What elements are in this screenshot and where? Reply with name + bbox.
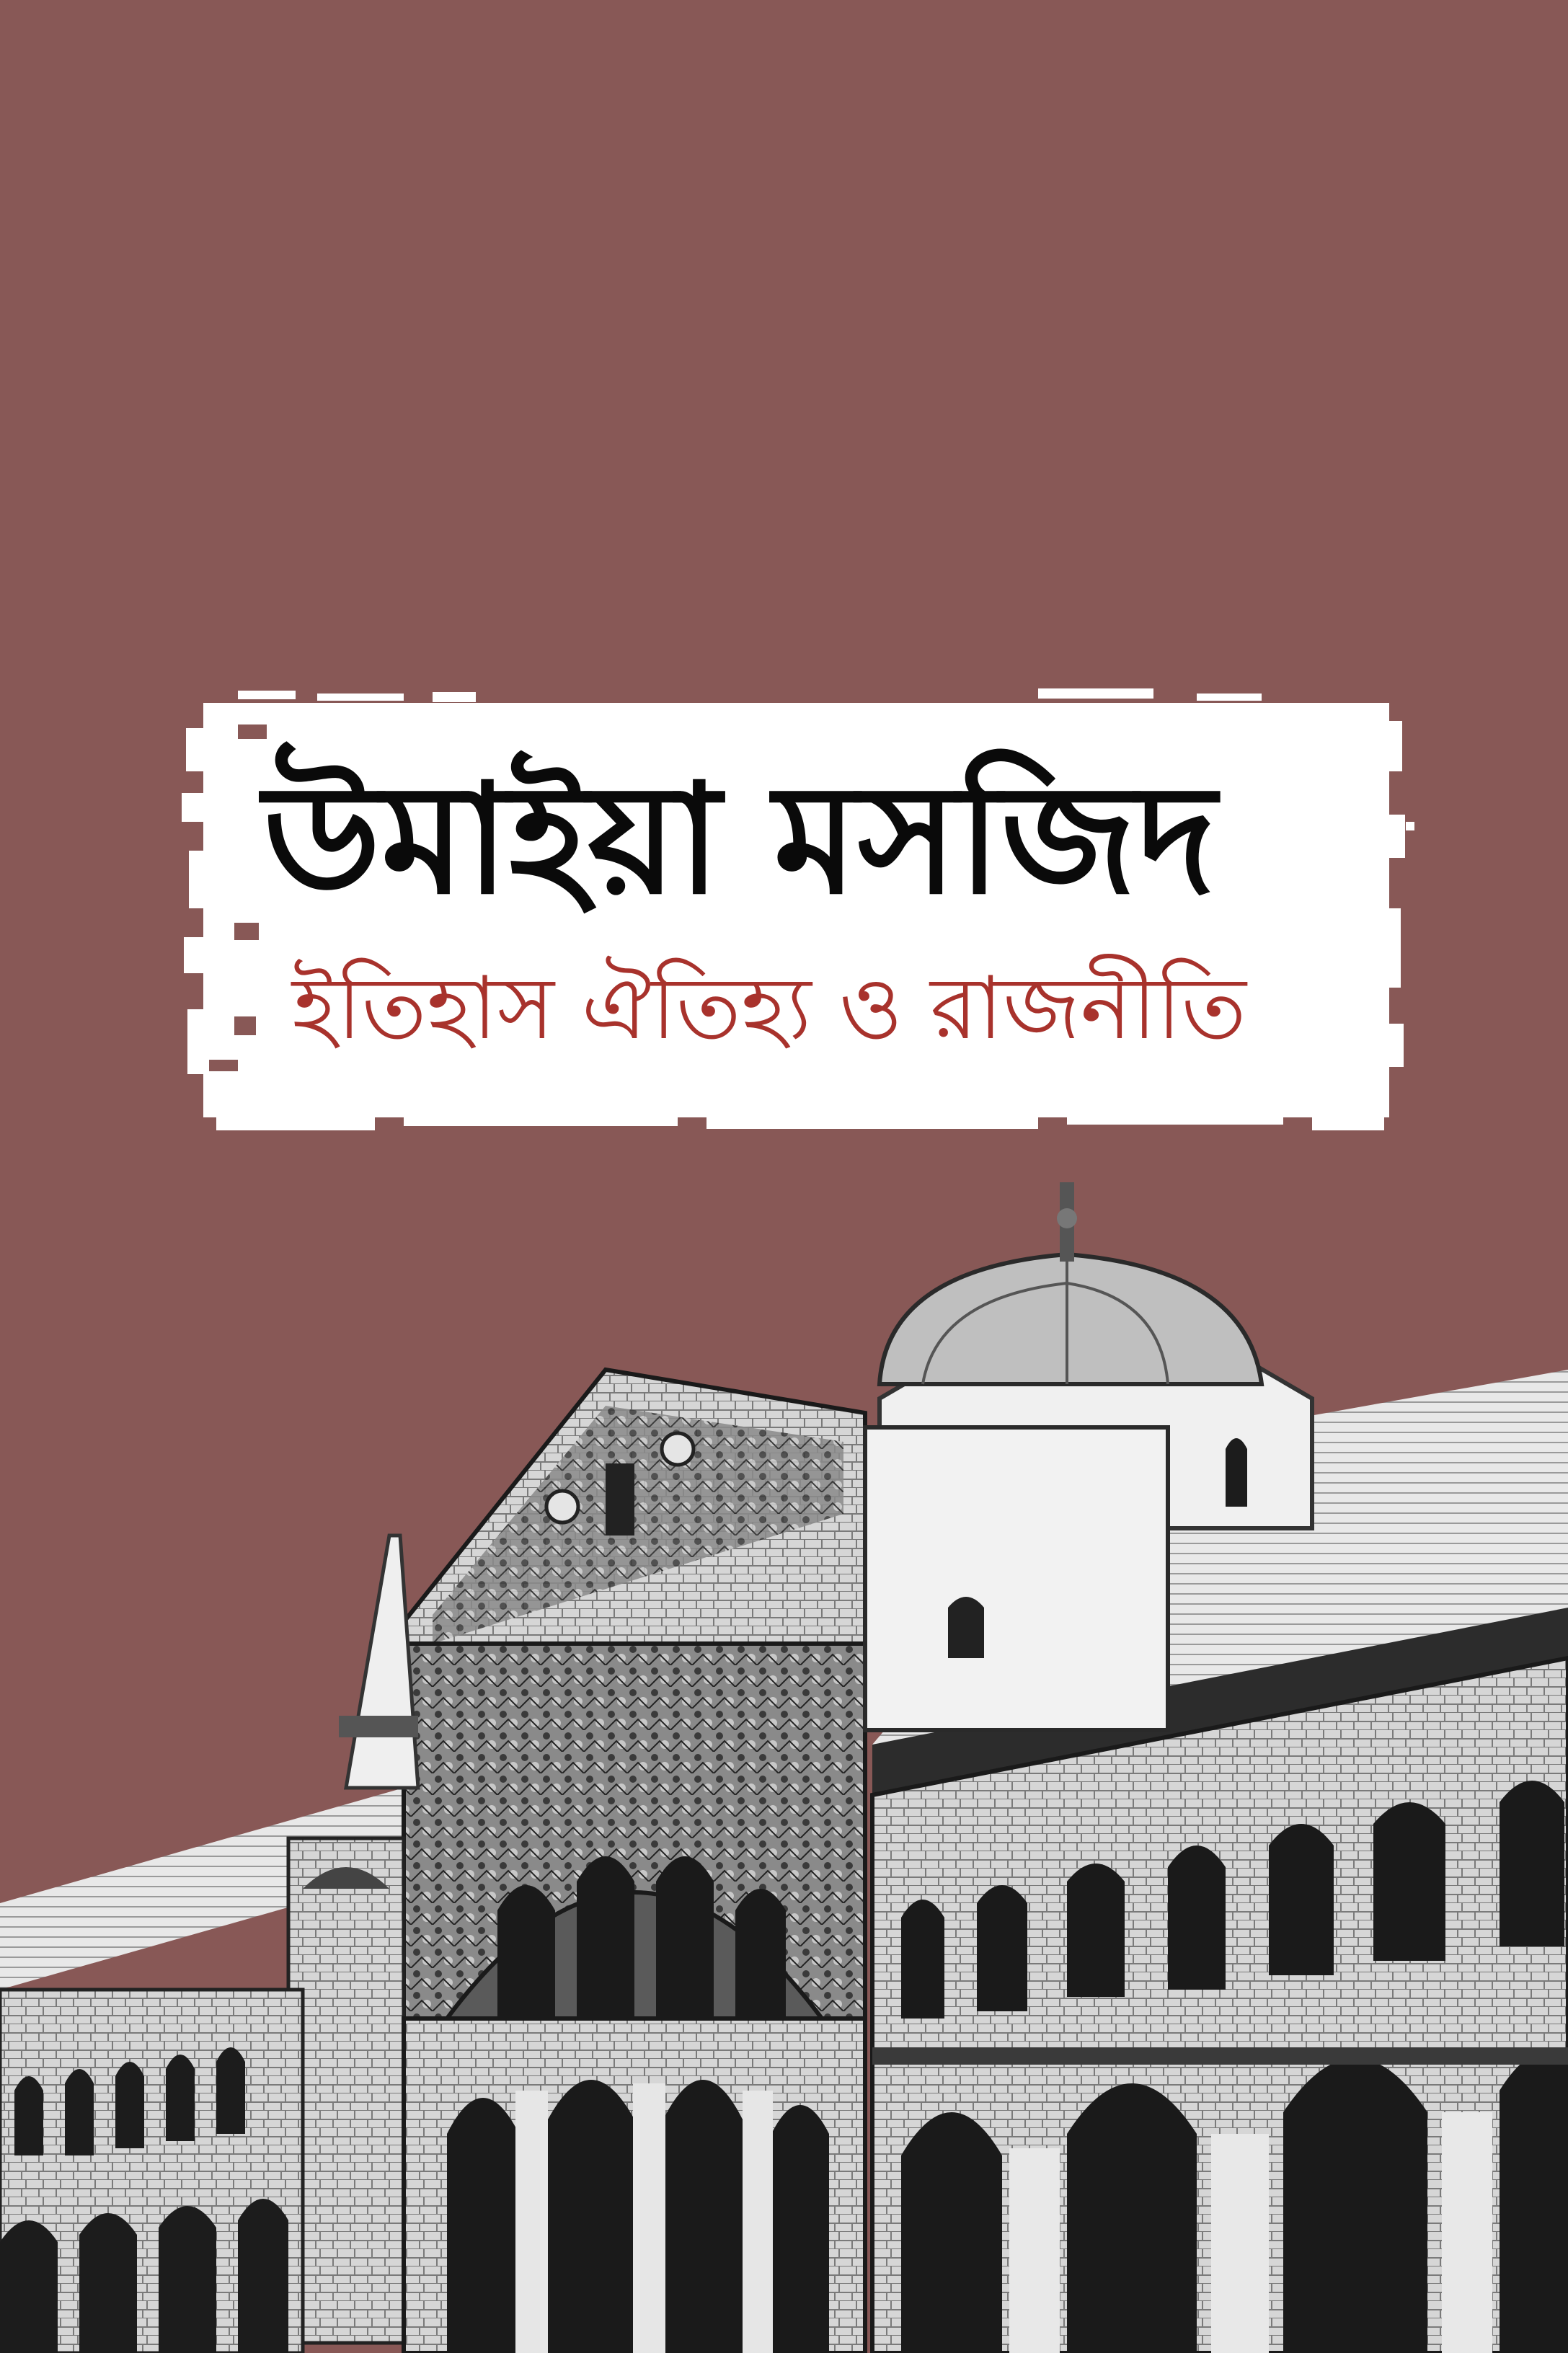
- book-subtitle: ইতিহাস ঐতিহ্য ও রাজনীতি: [292, 959, 1246, 1059]
- dome: [880, 1254, 1262, 1384]
- minaret: [346, 1536, 418, 1788]
- book-title: উমাইয়া মসজিদ: [263, 751, 1216, 928]
